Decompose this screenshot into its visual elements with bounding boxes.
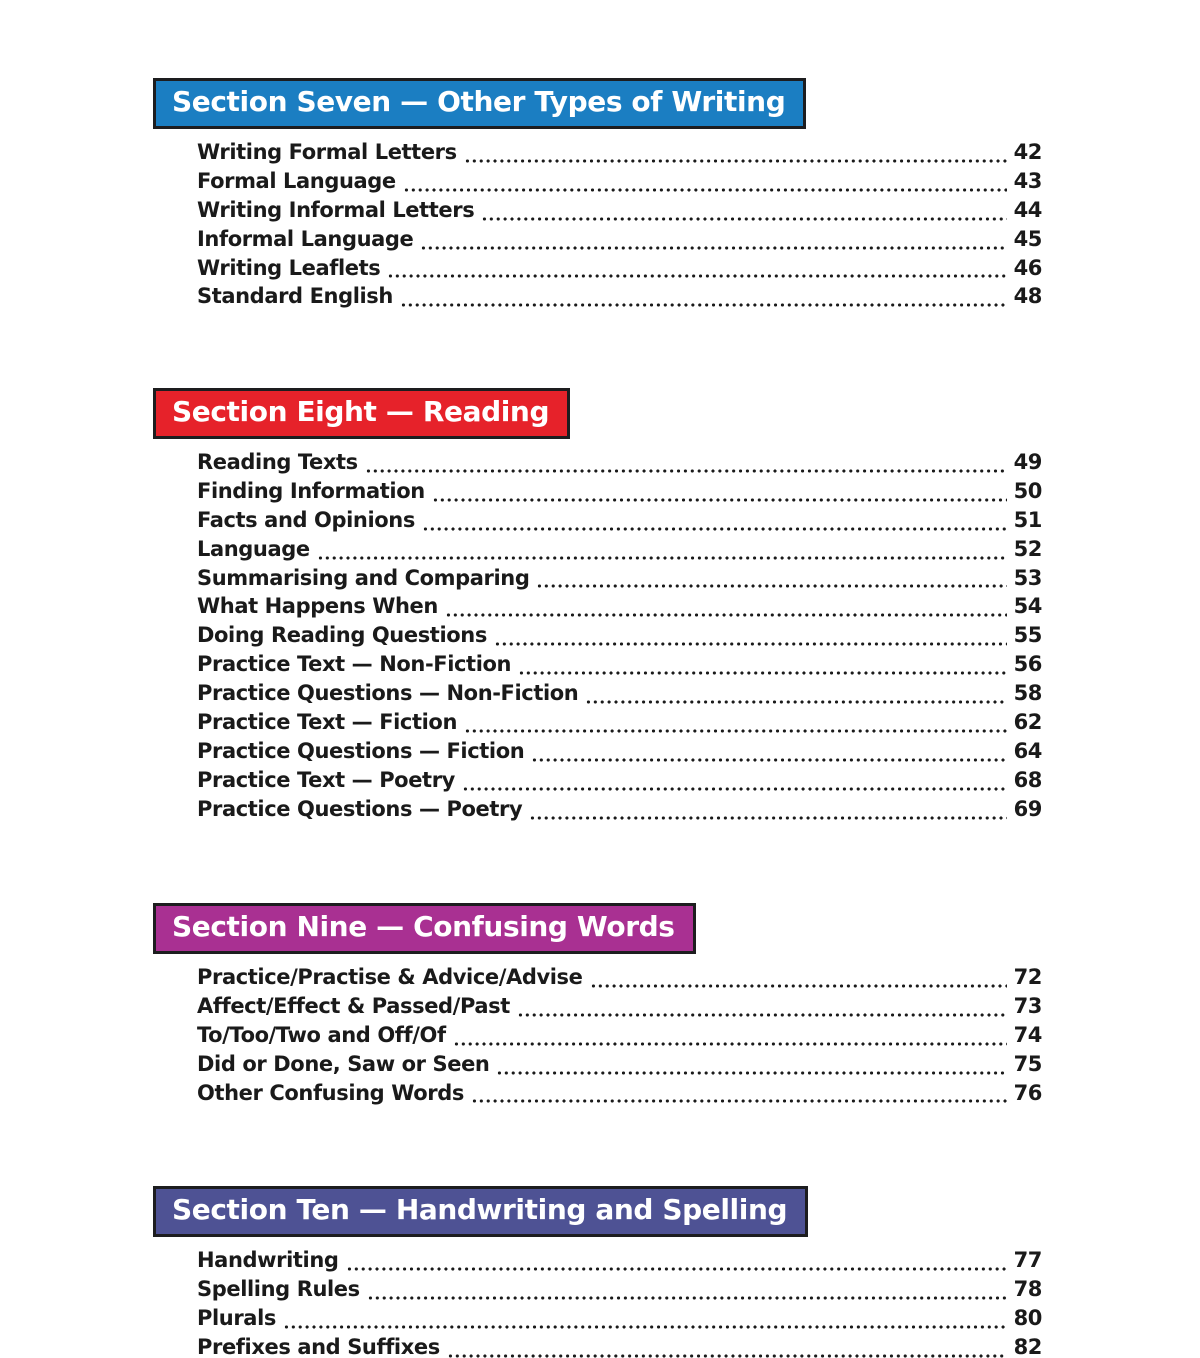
toc-entry <box>197 284 1042 313</box>
toc-entry-label: Doing Reading Questions <box>197 623 487 648</box>
toc-entry <box>197 450 1042 479</box>
dotted-leader <box>462 768 1007 796</box>
dotted-leader <box>481 198 1006 226</box>
toc-entry-page: 55 <box>1013 623 1042 648</box>
toc-entry-label: Practice Text — Poetry <box>197 767 455 792</box>
toc-entry-label: Writing Leaflets <box>197 255 381 280</box>
toc-entry-page: 74 <box>1013 1022 1042 1047</box>
dotted-leader <box>422 508 1007 536</box>
toc-entry-label: What Happens When <box>197 594 438 619</box>
toc-list <box>197 965 1042 1109</box>
toc-entry-label: Practice/Practise & Advice/Advise <box>197 965 583 989</box>
section-ten-header <box>153 1186 808 1237</box>
toc-entry-label: Standard English <box>197 284 393 309</box>
toc-section-ten <box>153 1186 1043 1358</box>
section-seven-title: Section Seven — Other Types of Writing <box>172 85 786 118</box>
toc-entry-page: 58 <box>1013 681 1042 706</box>
toc-entry <box>197 1335 1042 1358</box>
toc-section-nine <box>153 903 1043 1109</box>
toc-entry <box>197 566 1042 595</box>
toc-entry-label: Practice Text — Fiction <box>197 710 457 735</box>
toc-entry <box>197 965 1042 994</box>
dotted-leader <box>420 227 1006 255</box>
toc-entry <box>197 227 1042 256</box>
section-seven-header <box>153 78 806 129</box>
toc-section-seven <box>153 78 1043 313</box>
toc-entry <box>197 537 1042 566</box>
dotted-leader <box>464 140 1007 168</box>
toc-entry-page: 54 <box>1013 594 1042 619</box>
dotted-leader <box>536 566 1006 594</box>
toc-entry-label: Handwriting <box>197 1248 339 1272</box>
toc-entry-label: Practice Questions — Poetry <box>197 796 523 821</box>
toc-entry-label: Writing Formal Letters <box>197 140 457 164</box>
toc-entry-page: 62 <box>1013 710 1042 735</box>
dotted-leader <box>590 965 1007 993</box>
toc-entry-label: Formal Language <box>197 168 396 193</box>
dotted-leader <box>585 681 1006 709</box>
toc-entry <box>197 256 1042 285</box>
toc-entry-page: 69 <box>1013 796 1042 821</box>
toc-entry <box>197 508 1042 537</box>
toc-entry-page: 68 <box>1013 767 1042 792</box>
toc-entry-page: 73 <box>1013 993 1042 1018</box>
toc-entry-label: Summarising and Comparing <box>197 565 530 590</box>
toc-list <box>197 140 1042 313</box>
toc-entry <box>197 169 1042 198</box>
toc-entry-page: 82 <box>1013 1334 1042 1358</box>
toc-entry-label: Spelling Rules <box>197 1276 360 1301</box>
toc-entry-label: Other Confusing Words <box>197 1080 464 1105</box>
toc-entry-label: Facts and Opinions <box>197 507 415 532</box>
toc-entry <box>197 198 1042 227</box>
dotted-leader <box>432 479 1007 507</box>
section-eight-header <box>153 388 570 439</box>
toc-entry <box>197 479 1042 508</box>
toc-entry-page: 80 <box>1013 1305 1042 1330</box>
section-ten-title: Section Ten — Handwriting and Spelling <box>172 1193 788 1226</box>
dotted-leader <box>365 450 1007 478</box>
toc-entry-page: 75 <box>1013 1051 1042 1076</box>
toc-entry-label: Did or Done, Saw or Seen <box>197 1051 490 1076</box>
toc-entry-page: 77 <box>1013 1248 1042 1272</box>
toc-entry-page: 49 <box>1013 450 1042 474</box>
toc-entry-label: Practice Text — Non-Fiction <box>197 652 512 677</box>
toc-entry <box>197 710 1042 739</box>
toc-entry-page: 52 <box>1013 536 1042 561</box>
dotted-leader <box>471 1081 1007 1109</box>
toc-entry <box>197 623 1042 652</box>
dotted-leader <box>464 710 1007 738</box>
toc-entry <box>197 1081 1042 1110</box>
toc-entry <box>197 1277 1042 1306</box>
dotted-leader <box>403 169 1007 197</box>
dotted-leader <box>317 537 1007 565</box>
toc-entry-page: 51 <box>1013 507 1042 532</box>
toc-entry <box>197 1052 1042 1081</box>
toc-entry <box>197 739 1042 768</box>
toc-entry-page: 76 <box>1013 1080 1042 1105</box>
toc-entry-page: 53 <box>1013 565 1042 590</box>
toc-entry-label: Affect/Effect & Passed/Past <box>197 993 510 1018</box>
toc-entry-page: 45 <box>1013 226 1042 251</box>
dotted-leader <box>346 1248 1007 1276</box>
dotted-leader <box>445 594 1007 622</box>
toc-entry-label: Practice Questions — Fiction <box>197 738 525 763</box>
section-eight-title: Section Eight — Reading <box>172 395 550 428</box>
toc-entry-label: Plurals <box>197 1305 276 1330</box>
toc-entry-label: Practice Questions — Non-Fiction <box>197 681 579 706</box>
dotted-leader <box>531 739 1006 767</box>
dotted-leader <box>400 284 1007 312</box>
toc-entry <box>197 1248 1042 1277</box>
toc-entry-page: 64 <box>1013 738 1042 763</box>
toc-entry-label: To/Too/Two and Off/Of <box>197 1022 446 1047</box>
dotted-leader <box>453 1023 1007 1051</box>
toc-entry-page: 56 <box>1013 652 1042 677</box>
toc-list <box>197 1248 1042 1358</box>
toc-entry <box>197 797 1042 826</box>
toc-entry-page: 42 <box>1013 140 1042 164</box>
toc-entry-page: 44 <box>1013 197 1042 222</box>
dotted-leader <box>517 994 1007 1022</box>
toc-entry <box>197 652 1042 681</box>
dotted-leader <box>387 256 1006 284</box>
dotted-leader <box>447 1335 1007 1358</box>
toc-entry-label: Writing Informal Letters <box>197 197 475 222</box>
toc-entry <box>197 1306 1042 1335</box>
toc-entry-page: 78 <box>1013 1276 1042 1301</box>
dotted-leader <box>367 1277 1007 1305</box>
dotted-leader <box>529 797 1006 825</box>
section-nine-header <box>153 903 696 954</box>
toc-entry <box>197 994 1042 1023</box>
toc-entry-label: Prefixes and Suffixes <box>197 1334 440 1358</box>
dotted-leader <box>494 623 1007 651</box>
toc-entry-label: Language <box>197 536 310 561</box>
toc-entry-page: 48 <box>1013 284 1042 309</box>
toc-entry <box>197 768 1042 797</box>
toc-entry <box>197 140 1042 169</box>
dotted-leader <box>496 1052 1006 1080</box>
section-nine-title: Section Nine — Confusing Words <box>172 910 675 943</box>
toc-entry-label: Reading Texts <box>197 450 358 474</box>
toc-entry <box>197 594 1042 623</box>
toc-entry <box>197 681 1042 710</box>
dotted-leader <box>283 1306 1007 1334</box>
toc-section-eight <box>153 388 1043 826</box>
toc-entry-page: 72 <box>1013 965 1042 989</box>
toc-entry-page: 50 <box>1013 478 1042 503</box>
toc-entry-label: Informal Language <box>197 226 414 251</box>
dotted-leader <box>518 652 1006 680</box>
toc-entry-page: 43 <box>1013 168 1042 193</box>
toc-list <box>197 450 1042 826</box>
toc-entry-page: 46 <box>1013 255 1042 280</box>
toc-entry <box>197 1023 1042 1052</box>
toc-entry-label: Finding Information <box>197 478 425 503</box>
